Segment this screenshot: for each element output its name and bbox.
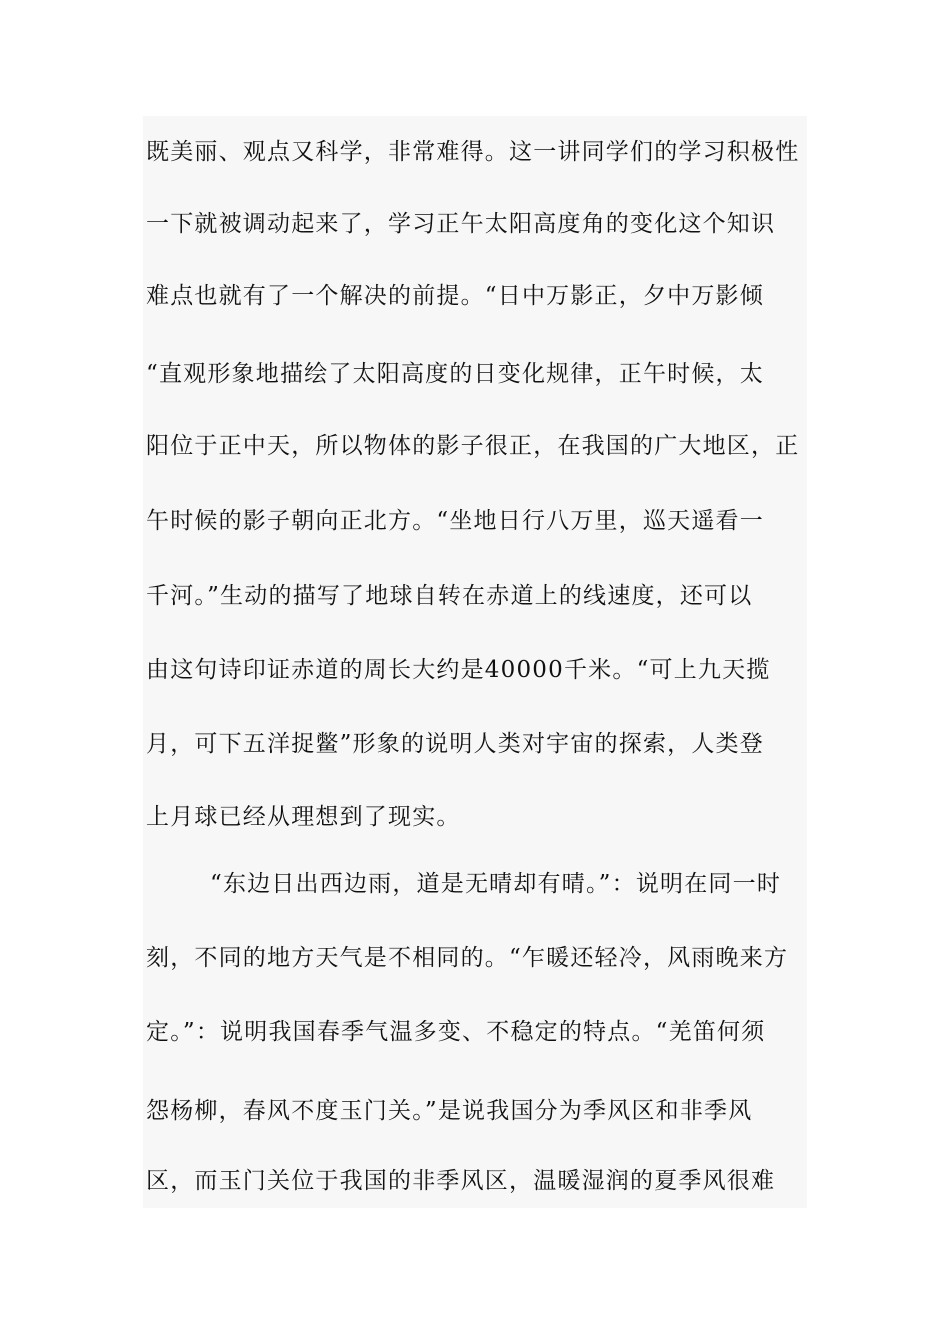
text-line: 由这句诗印证赤道的周长大约是40000千米。“可上九天揽 [146,657,771,683]
text-line: 上月球已经从理想到了现实。 [146,804,461,830]
text-line: 一下就被调动起来了，学习正午太阳高度角的变化这个知识 [146,211,776,237]
text-line: 既美丽、观点又科学，非常难得。这一讲同学们的学习积极性 [146,139,800,165]
text-line: “直观形象地描绘了太阳高度的日变化规律，正午时候，太 [146,361,764,387]
text-line: 怨杨柳，春风不度玉门关。”是说我国分为季风区和非季风 [146,1098,753,1124]
paragraph-start-line: “东边日出西边雨，道是无晴却有晴。”：说明在同一时 [210,871,782,897]
text-line: 区，而玉门关位于我国的非季风区，温暖湿润的夏季风很难 [146,1168,776,1194]
text-line: 千河。”生动的描写了地球自转在赤道上的线速度，还可以 [146,583,753,609]
text-line: 难点也就有了一个解决的前提。“日中万影正，夕中万影倾 [146,283,764,309]
text-body [143,116,807,1208]
text-line: 刻，不同的地方天气是不相同的。“乍暖还轻冷，风雨晚来方 [146,945,789,971]
text-line: 月，可下五洋捉鳖”形象的说明人类对宇宙的探索，人类登 [146,731,764,757]
text-line: 定。”：说明我国春季气温多变、不稳定的特点。“羌笛何须 [146,1019,766,1045]
text-line: 阳位于正中天，所以物体的影子很正，在我国的广大地区，正 [146,433,800,459]
text-line: 午时候的影子朝向正北方。“坐地日行八万里，巡天遥看一 [146,508,764,534]
